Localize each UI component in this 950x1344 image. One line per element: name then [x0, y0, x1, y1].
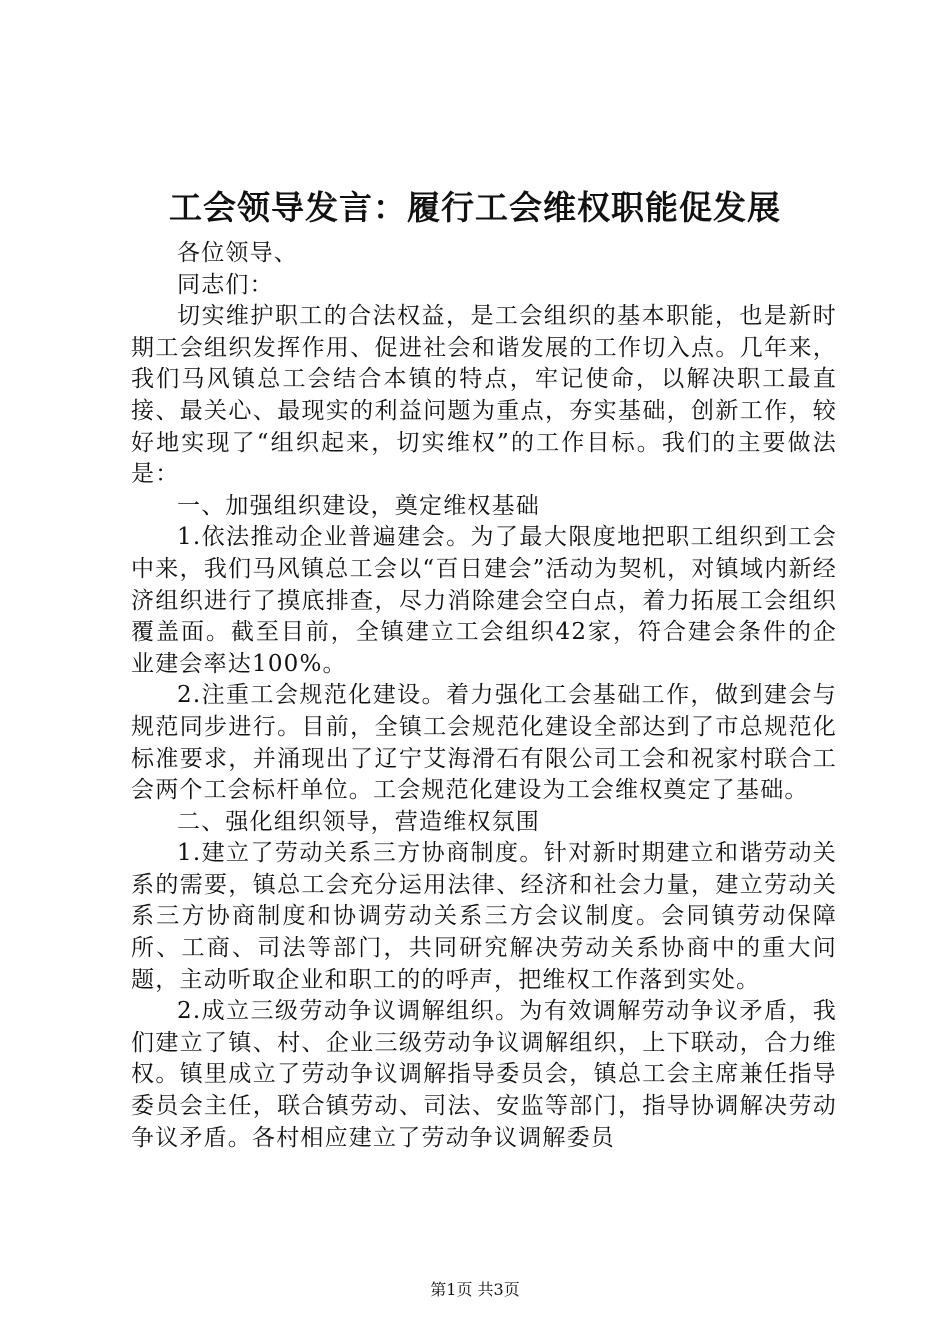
section-heading-2: 二、强化组织领导，营造维权氛围 — [177, 808, 540, 835]
body-paragraph: 1.依法推动企业普遍建会。为了最大限度地把职工组织到工会中来，我们马风镇总工会以“百日建会”活动为契机，对镇域内新经济组织进行了摸底排查，尽力消除建会空白点，着力拓展工会组织覆盖面。截至目前，全镇建立工会组织42家，符合建会条件的企业建会率达100%。 — [131, 524, 837, 677]
page-number-footer: 第1页 共3页 — [430, 1280, 520, 1299]
document-body — [131, 238, 837, 1154]
body-paragraph: 1.建立了劳动关系三方协商制度。针对新时期建立和谐劳动关系的需要，镇总工会充分运用法律、经济和社会力量，建立劳动关系三方协商制度和协调劳动关系三方会议制度。会同镇劳动保障所、工商、司法等部门，共同研究解决劳动关系协商中的重大问题，主动听取企业和职工的的呼声，把维权工作落到实处。 — [131, 840, 837, 993]
body-paragraph: 2.成立三级劳动争议调解组织。为有效调解劳动争议矛盾，我们建立了镇、村、企业三级劳动争议调解组织，上下联动，合力维权。镇里成立了劳动争议调解指导委员会，镇总工会主席兼任指导委员会主任，联合镇劳动、司法、安监等部门，指导协调解决劳动争议矛盾。各村相应建立了劳动争议调解委员 — [131, 998, 837, 1151]
section-heading-1: 一、加强组织建设，奠定维权基础 — [177, 492, 540, 519]
intro-paragraph: 切实维护职工的合法权益，是工会组织的基本职能，也是新时期工会组织发挥作用、促进社会和谐发展的工作切入点。几年来，我们马风镇总工会结合本镇的特点，牢记使命，以解决职工最直接、最关心、最现实的利益问题为重点，夯实基础，创新工作，较好地实现了“组织起来，切实维权”的工作目标。我们的主要做法是： — [131, 303, 837, 488]
salutation-line-2: 同志们： — [177, 271, 274, 298]
document-title: 工会领导发言：履行工会维权职能促发展 — [169, 188, 781, 227]
body-paragraph: 2.注重工会规范化建设。着力强化工会基础工作，做到建会与规范同步进行。目前，全镇工会规范化建设全部达到了市总规范化标准要求，并涌现出了辽宁艾海滑石有限公司工会和祝家村联合工会两个工会标杆单位。工会规范化建设为工会维权奠定了基础。 — [131, 682, 837, 804]
salutation-line-1: 各位领导、 — [177, 240, 298, 266]
